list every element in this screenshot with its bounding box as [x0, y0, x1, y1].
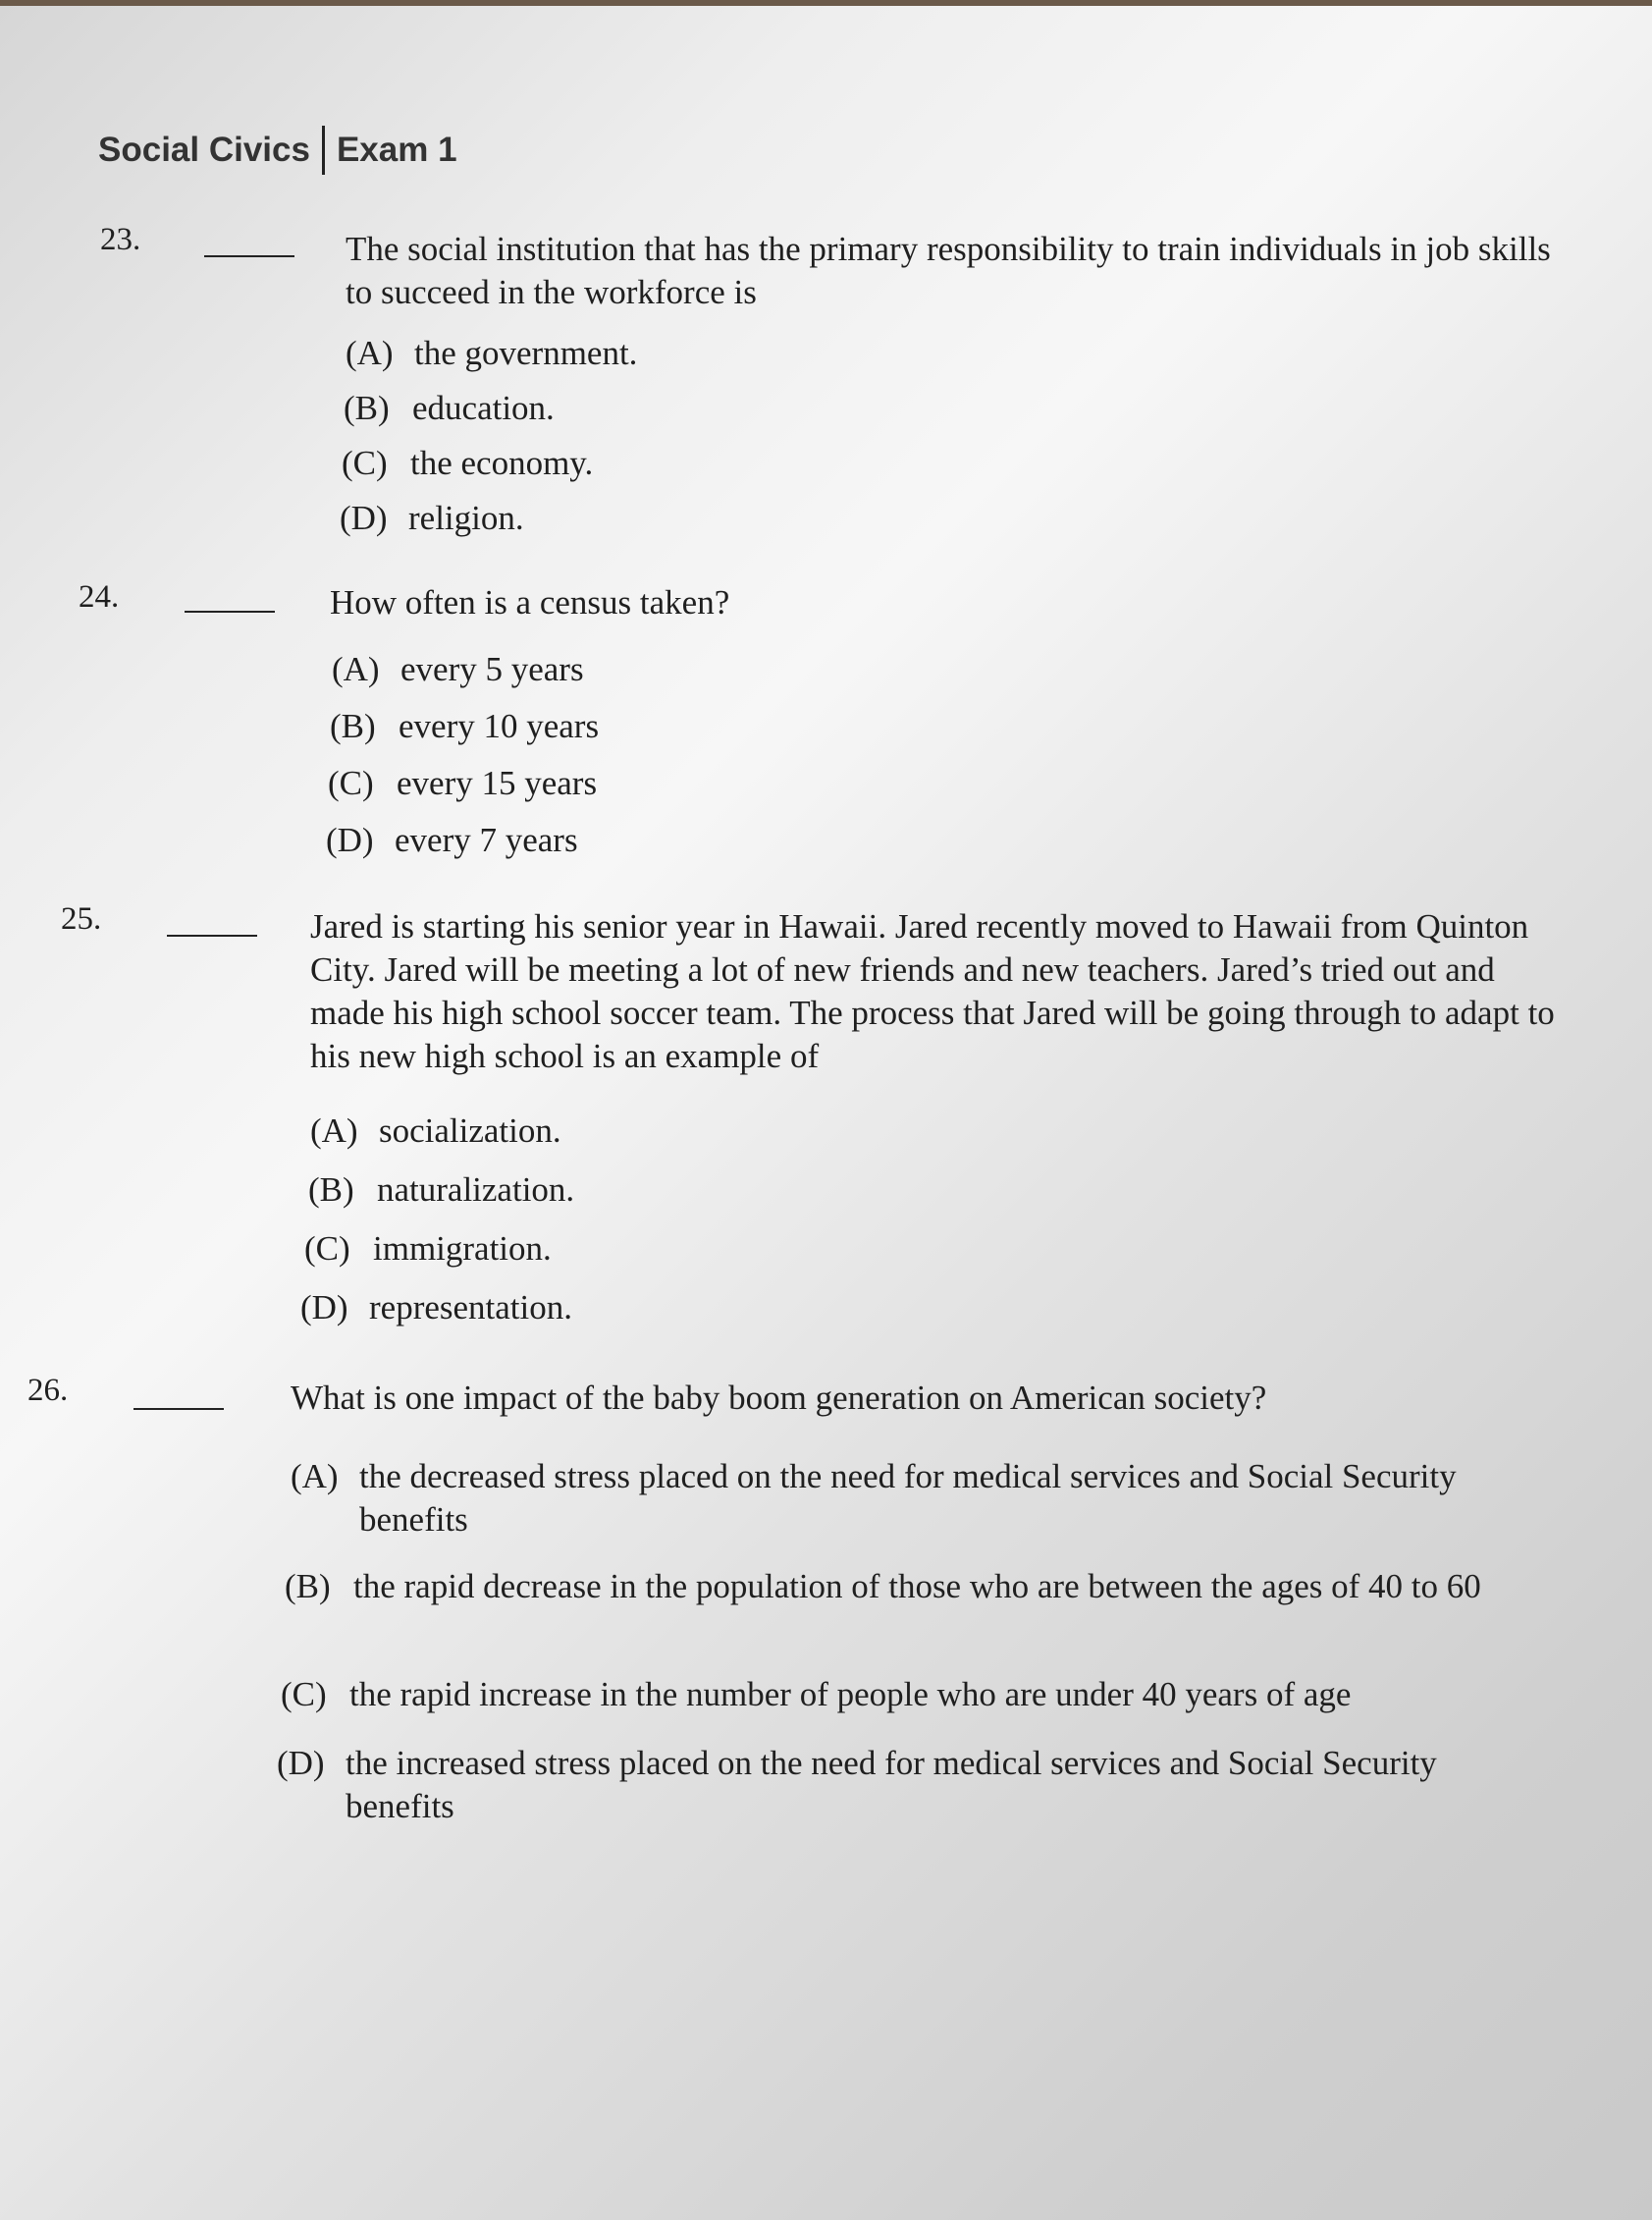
option-text: every 5 years: [400, 650, 584, 688]
option-letter: (B): [344, 389, 390, 427]
answer-blank[interactable]: [167, 935, 257, 937]
option-text: every 7 years: [395, 821, 578, 859]
option-c: [281, 1673, 1351, 1716]
option-letter: (B): [308, 1170, 354, 1209]
option-letter: (C): [281, 1675, 327, 1713]
option-d: [300, 1286, 572, 1329]
header-divider: [322, 126, 325, 175]
option-a: [346, 332, 637, 375]
subject-title: Social Civics: [98, 131, 310, 169]
option-letter: (D): [277, 1744, 325, 1782]
exam-title: Exam 1: [336, 131, 457, 169]
option-text: the decreased stress placed on the need for medical services and Social Security benefits: [359, 1457, 1457, 1539]
option-letter: (A): [310, 1111, 358, 1150]
option-text: socialization.: [379, 1111, 561, 1150]
option-d: [340, 497, 524, 540]
option-text: immigration.: [373, 1229, 552, 1268]
exam-header: [98, 126, 457, 175]
question-number: 26.: [27, 1373, 69, 1408]
option-text: naturalization.: [377, 1170, 575, 1209]
question-stem: What is one impact of the baby boom generation on American society?: [291, 1379, 1267, 1417]
question-stem: How often is a census taken?: [330, 583, 730, 622]
option-text: the economy.: [410, 444, 594, 482]
option-c: [342, 442, 593, 485]
page-top-edge: [0, 0, 1652, 6]
option-letter: (C): [304, 1229, 350, 1268]
option-text: every 10 years: [399, 707, 600, 745]
question-stem: The social institution that has the primary responsibility to train individuals in job skills to succeed in the workforce is: [346, 230, 1551, 311]
option-letter: (B): [285, 1567, 331, 1605]
option-letter: (D): [326, 821, 374, 859]
option-text: representation.: [369, 1288, 572, 1327]
option-letter: (A): [291, 1457, 339, 1495]
option-a: [291, 1455, 1508, 1542]
option-letter: (C): [328, 764, 374, 802]
option-b: [344, 387, 555, 430]
answer-blank[interactable]: [204, 255, 294, 257]
question-stem: Jared is starting his senior year in Hawaii. Jared recently moved to Hawaii from Quinton City. Jared will be meeting a lot of new friends and new teachers. Jared’s tried out and made his high school soccer team. The process that Jared will be going through to adapt to his new high school is an example of: [310, 907, 1555, 1075]
option-letter: (B): [330, 707, 376, 745]
option-c: [328, 762, 597, 805]
answer-blank[interactable]: [133, 1408, 224, 1410]
option-b: [308, 1168, 574, 1212]
option-a: [332, 648, 584, 691]
option-text: the rapid increase in the number of people who are under 40 years of age: [349, 1675, 1352, 1713]
option-a: [310, 1110, 561, 1153]
option-text: every 15 years: [397, 764, 598, 802]
option-text: the rapid decrease in the population of those who are between the ages of 40 to 60: [353, 1567, 1481, 1605]
question-number: 23.: [100, 222, 141, 257]
option-letter: (D): [340, 499, 388, 537]
option-d: [277, 1742, 1494, 1828]
option-b: [330, 705, 599, 748]
option-d: [326, 819, 578, 862]
question-number: 24.: [79, 579, 120, 615]
option-text: the increased stress placed on the need for medical services and Social Security benefits: [346, 1744, 1437, 1825]
option-letter: (A): [346, 334, 394, 372]
option-b: [285, 1565, 1571, 1608]
answer-blank[interactable]: [185, 611, 275, 613]
option-letter: (D): [300, 1288, 348, 1327]
option-text: education.: [412, 389, 555, 427]
option-text: religion.: [408, 499, 524, 537]
question-number: 25.: [61, 901, 102, 937]
option-letter: (A): [332, 650, 380, 688]
option-c: [304, 1227, 552, 1271]
option-text: the government.: [414, 334, 638, 372]
option-letter: (C): [342, 444, 388, 482]
